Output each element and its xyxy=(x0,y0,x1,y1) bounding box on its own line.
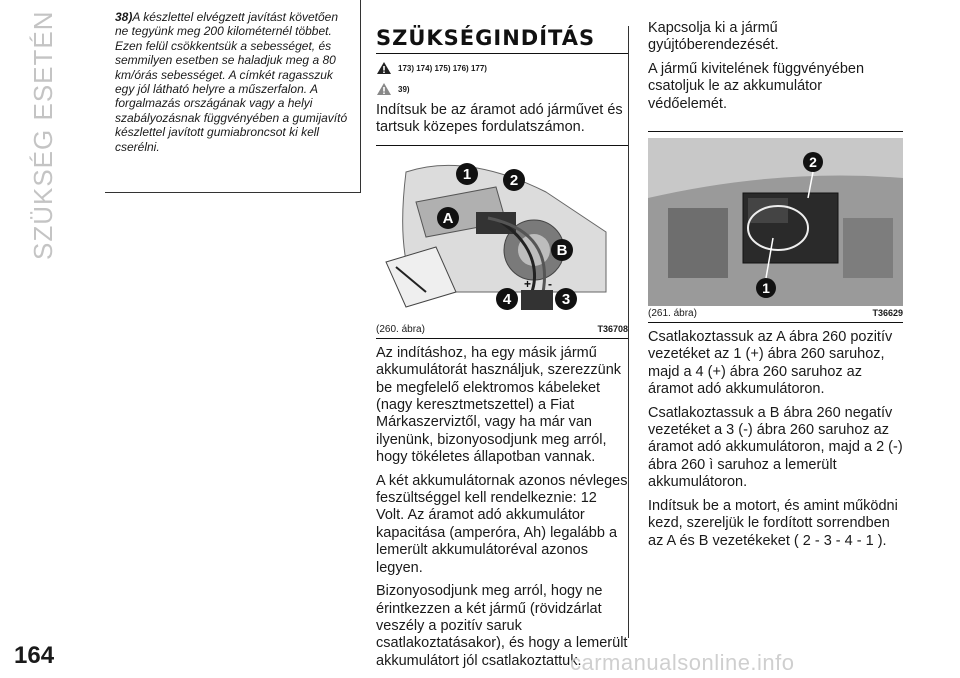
note-number: 38) xyxy=(115,10,133,24)
watermark: carmanualsonline.info xyxy=(570,650,795,675)
figure-261-caption xyxy=(648,308,903,323)
label-1: 1 xyxy=(462,165,472,183)
jump-start-illustration xyxy=(376,152,626,322)
label-3: 3 xyxy=(561,290,571,308)
label-4: 4 xyxy=(502,290,512,308)
paragraph-cables: Az indításhoz, ha egy másik jármű akkumulátorát használjuk, szerezzünk be megfelelő elektromos kábeleket (nagy keresztmetszettel) a Fiat Márkaszerviztől, vagy ha már van ilyenünk, bizonyosodjunk meg arról, hogy tökéletes állapotban vannak. xyxy=(376,344,622,466)
figure-261 xyxy=(648,131,903,323)
section-heading: SZÜKSÉGINDÍTÁS xyxy=(376,26,628,54)
fig2-label-2: 2 xyxy=(809,154,817,171)
figure-260 xyxy=(376,145,628,339)
minus-sign: - xyxy=(548,276,552,291)
fig2-label-1: 1 xyxy=(762,280,770,297)
caption-text: (261. ábra) xyxy=(648,308,697,320)
label-b: B xyxy=(556,241,568,259)
plus-sign: + xyxy=(524,276,532,291)
caption-text: (260. ábra) xyxy=(376,323,425,335)
paragraph-ignition: Kapcsolja ki a jármű gyújtóberendezését. xyxy=(648,20,779,54)
paragraph-negative: Csatlakoztassuk a B ábra 260 negatív vezetéket a 3 (-) ábra 260 saruhoz az áramot adó akkumulátoron, majd a 2 (-) ábra 260 ì saruhoz a lemerült akkumulátoron. xyxy=(648,404,903,491)
warning-refs: 173) 174) 175) 176) 177) xyxy=(398,63,487,73)
paragraph-start: Indítsuk be a motort, és amint működni kezd, szereljük le fordított sorrendben az A és B vezetékeket ( 2 - 3 - 4 - 1 ). xyxy=(648,497,898,549)
label-a: A xyxy=(442,209,454,227)
paragraph-safety: Bizonyosodjunk meg arról, hogy ne érintkezzen a két jármű (rövidzárlat veszély a pozitív saruk csatlakoztatásakor), és hogy a lemerült akkumulátort jól csatlakoztattuk. xyxy=(376,583,628,669)
battery-illustration xyxy=(648,138,903,306)
intro-text: Indítsuk be az áramot adó járművet és tartsuk közepes fordulatszámon. xyxy=(376,102,623,136)
info-refs: 39) xyxy=(398,84,410,94)
note-text xyxy=(115,10,352,154)
middle-column xyxy=(376,26,629,669)
paragraph-voltage: A két akkumulátornak azonos névleges feszültséggel kell rendelkeznie: 12 Volt. Az áramot adó akkumulátor kapacitása (amperóra, Ah) legalább a lemerült akkumulátoréval azonos legyen. xyxy=(376,472,628,576)
warning-triangle-icon xyxy=(376,61,392,75)
warning-refs-row xyxy=(376,61,628,75)
caution-triangle-icon xyxy=(376,82,392,96)
info-refs-row xyxy=(376,82,628,96)
note-body: A készlettel elvégzett javítást követően ne tegyünk meg 200 kilométernél többet. Ezen felül csökkentsük a sebességet, és semmilyen esetben se haladjuk meg a 80 km/órás sebességet. A címkét ragasszuk egy jól látható helyre a műszerfalon. A forgalmazás országának vagy a helyi szabályozásnak függvényében a gumijavító készlettel javított gumiabroncsot ki kell cserélni. xyxy=(115,10,348,154)
side-section-title: SZÜKSÉG ESETÉN xyxy=(28,10,58,260)
caption-code: T36708 xyxy=(597,323,628,334)
note-box xyxy=(105,0,361,193)
label-2: 2 xyxy=(509,171,519,189)
paragraph-cover: A jármű kivitelének függvényében csatoljuk le az akkumulátor védőelemét. xyxy=(648,60,865,112)
caption-code: T36629 xyxy=(872,308,903,319)
paragraph-positive: Csatlakoztassuk az A ábra 260 pozitív vezetéket az 1 (+) ábra 260 saruhoz, majd a 4 (+) ábra 260 saruhoz az áramot adó akkumulátoron. xyxy=(648,329,893,398)
page-number: 164 xyxy=(14,642,55,669)
figure-260-caption xyxy=(376,324,628,339)
right-column xyxy=(648,20,903,550)
